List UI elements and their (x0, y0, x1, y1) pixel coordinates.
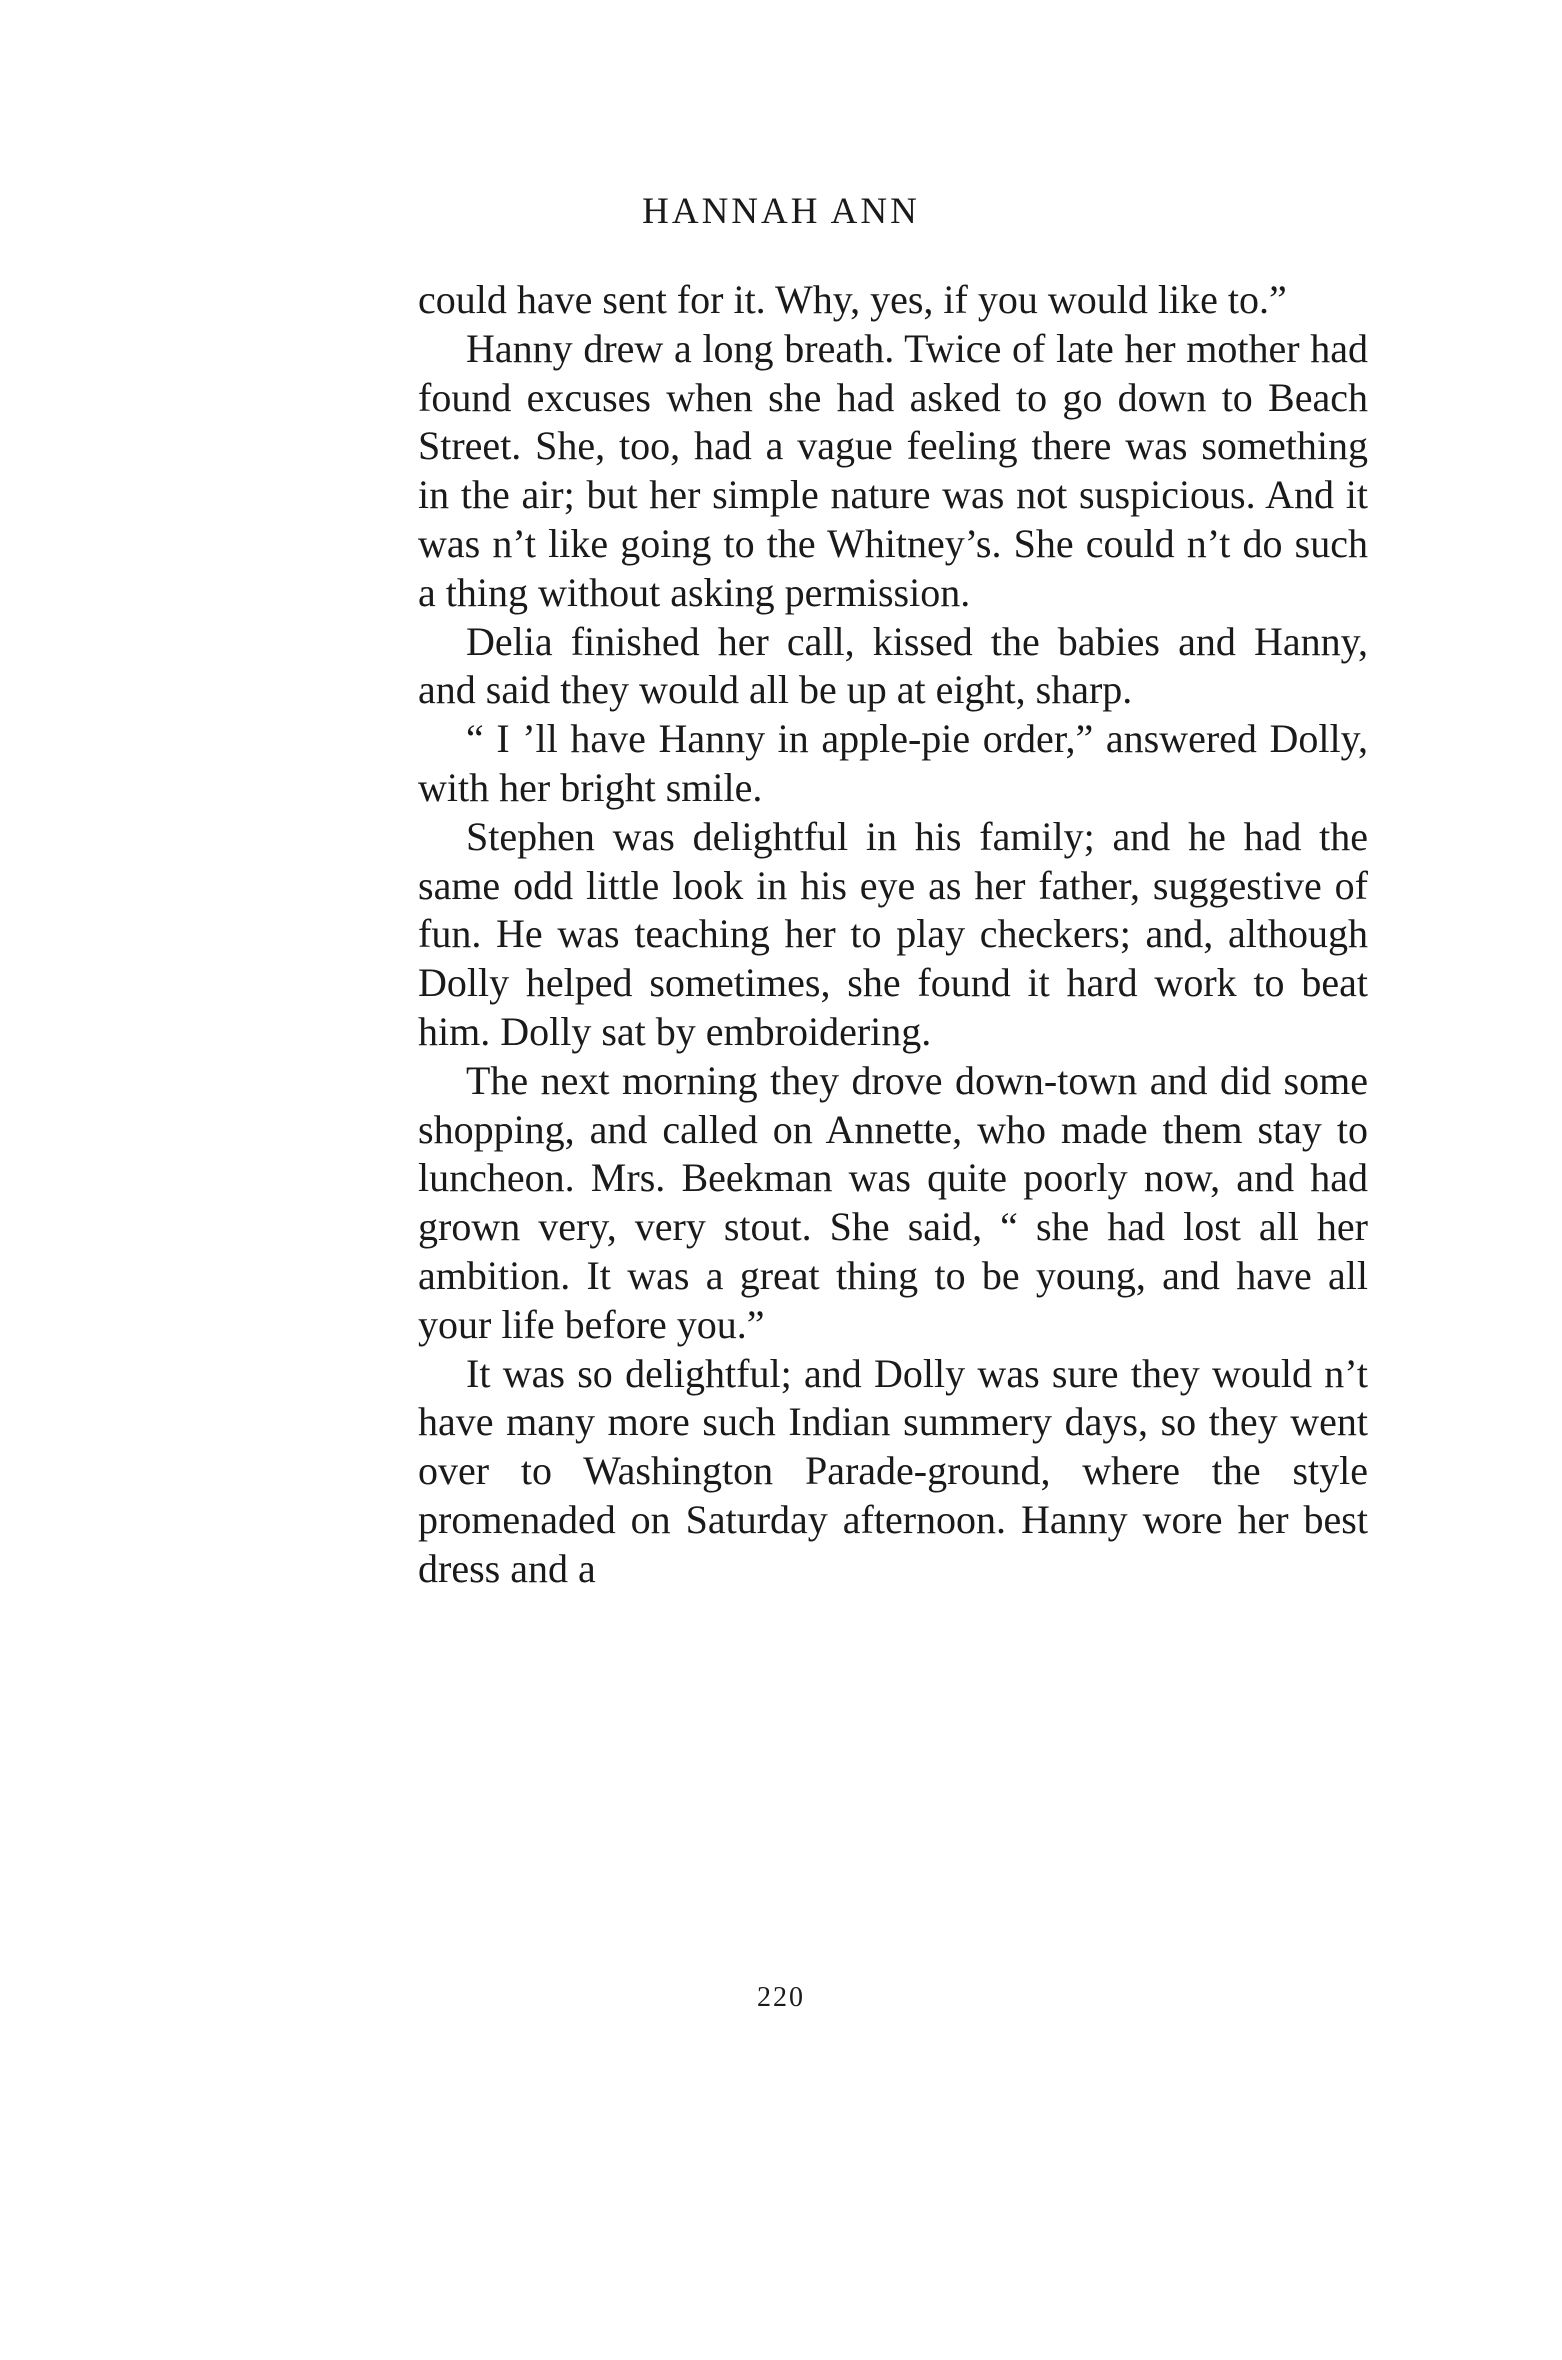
paragraph: Stephen was delightful in his family; and he had the same odd little look in his eye as her father, suggestive of fun. He was teaching her to play checkers; and, although Dolly helped sometimes, she found it hard work to beat him. Dolly sat by embroidering. (418, 813, 1368, 1054)
paragraph: Hanny drew a long breath. Twice of late her mother had found excuses when she had asked to go down to Beach Street. She, too, had a vague feeling there was something in the air; but her simple nature was not suspicious. And it was n’t like going to the Whitney’s. She could n’t do such a thing without asking permission. (418, 325, 1368, 615)
paragraph: Delia finished her call, kissed the babies and Hanny, and said they would all be up at eight, sharp. (418, 618, 1368, 713)
paragraph: “ I ’ll have Hanny in apple-pie order,” answered Dolly, with her bright smile. (418, 716, 1368, 810)
running-head: HANNAH ANN (642, 191, 920, 232)
body-text (418, 276, 1368, 1594)
paragraph: It was so delightful; and Dolly was sure they would n’t have many more such Indian summery days, so they went over to Washington Parade-ground, where the style promenaded on Saturday afternoon. Hanny wore her best dress and a (418, 1350, 1368, 1591)
paragraph-continued: could have sent for it. Why, yes, if you would like to.” (418, 277, 1287, 322)
paragraph: The next morning they drove down-town and did some shopping, and called on Annette, who made them stay to luncheon. Mrs. Beekman was quite poorly now, and had grown very, very stout. She said, “ she had lost all her ambition. It was a great thing to be young, and have all your life before you.” (418, 1057, 1368, 1347)
page-number: 220 (757, 1982, 805, 2013)
